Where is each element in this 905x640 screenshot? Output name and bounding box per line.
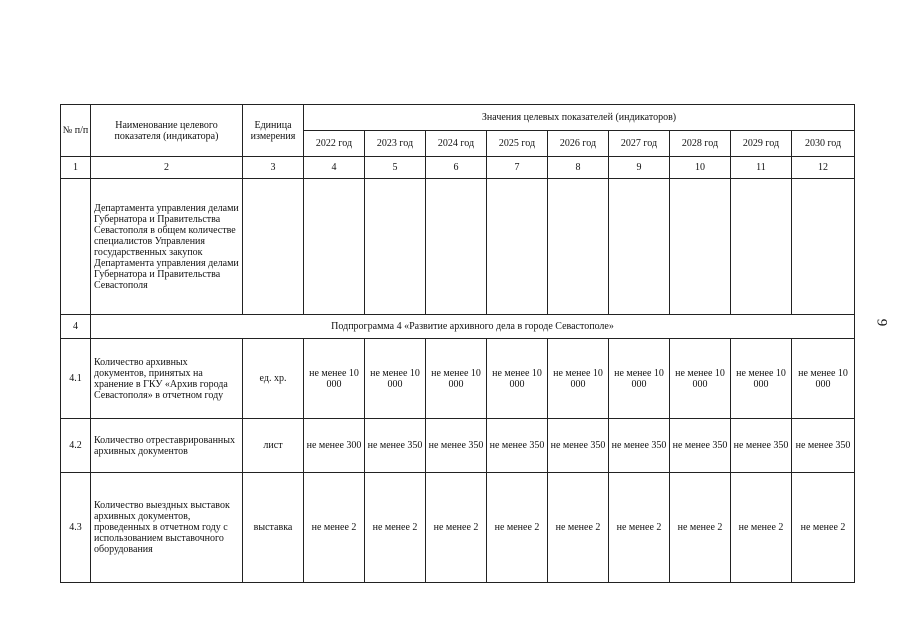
- table-cell: [548, 179, 609, 315]
- table-cell: [609, 179, 670, 315]
- subprogram-title: Подпрограмма 4 «Развитие архивного дела в городе Севастополе»: [91, 315, 855, 339]
- indicator-name: Количество отреставрированных архивных документов: [91, 419, 243, 473]
- indicator-unit: выставка: [243, 473, 304, 583]
- page-number: 9: [873, 318, 890, 327]
- column-number: 3: [243, 157, 304, 179]
- indicator-value: не менее 2: [304, 473, 365, 583]
- indicator-value: не менее 10 000: [792, 339, 855, 419]
- column-number: 4: [304, 157, 365, 179]
- header-year: 2025 год: [487, 131, 548, 157]
- column-number: 9: [609, 157, 670, 179]
- indicator-value: не менее 2: [670, 473, 731, 583]
- indicator-value: не менее 350: [426, 419, 487, 473]
- row-num: 4.2: [61, 419, 91, 473]
- column-number: 6: [426, 157, 487, 179]
- header-year: 2030 год: [792, 131, 855, 157]
- indicator-value: не менее 350: [609, 419, 670, 473]
- column-number: 5: [365, 157, 426, 179]
- table-cell: [426, 179, 487, 315]
- indicator-value: не менее 10 000: [304, 339, 365, 419]
- indicator-value: не менее 2: [731, 473, 792, 583]
- indicator-value: не менее 350: [487, 419, 548, 473]
- indicator-value: не менее 2: [487, 473, 548, 583]
- indicator-unit: лист: [243, 419, 304, 473]
- header-values-group: Значения целевых показателей (индикаторов): [304, 105, 855, 131]
- table-cell: [365, 179, 426, 315]
- table-row: [61, 473, 855, 583]
- header-num: № п/п: [61, 105, 91, 157]
- column-number: 2: [91, 157, 243, 179]
- indicator-value: не менее 350: [731, 419, 792, 473]
- column-number: 11: [731, 157, 792, 179]
- column-number: 8: [548, 157, 609, 179]
- indicators-table: [60, 104, 855, 583]
- table-row: [61, 419, 855, 473]
- indicator-value: не менее 10 000: [548, 339, 609, 419]
- header-year: 2029 год: [731, 131, 792, 157]
- row-num: 4.1: [61, 339, 91, 419]
- indicator-value: не менее 300: [304, 419, 365, 473]
- continued-row: [61, 179, 855, 315]
- indicator-value: не менее 2: [548, 473, 609, 583]
- indicator-value: не менее 10 000: [670, 339, 731, 419]
- table-cell: [731, 179, 792, 315]
- column-number: 7: [487, 157, 548, 179]
- indicator-value: не менее 2: [365, 473, 426, 583]
- subprogram-num: 4: [61, 315, 91, 339]
- table-cell: [61, 179, 91, 315]
- indicator-value: не менее 350: [792, 419, 855, 473]
- indicator-value: не менее 350: [365, 419, 426, 473]
- column-numbers-row: [61, 157, 855, 179]
- indicator-value: не менее 10 000: [487, 339, 548, 419]
- indicator-value: не менее 10 000: [365, 339, 426, 419]
- indicator-name: Количество выездных выставок архивных документов, проведенных в отчетном году с использованием выставочного оборудования: [91, 473, 243, 583]
- column-number: 1: [61, 157, 91, 179]
- header-row-top: [61, 105, 855, 131]
- indicator-value: не менее 10 000: [609, 339, 670, 419]
- indicator-value: не менее 2: [609, 473, 670, 583]
- table-cell: [792, 179, 855, 315]
- table-cell: [304, 179, 365, 315]
- table-cell: [487, 179, 548, 315]
- header-year: 2027 год: [609, 131, 670, 157]
- header-year: 2026 год: [548, 131, 609, 157]
- column-number: 10: [670, 157, 731, 179]
- table-cell: [670, 179, 731, 315]
- table-cell: [243, 179, 304, 315]
- indicator-value: не менее 350: [548, 419, 609, 473]
- header-year: 2028 год: [670, 131, 731, 157]
- table-row: [61, 339, 855, 419]
- column-number: 12: [792, 157, 855, 179]
- indicator-value: не менее 2: [426, 473, 487, 583]
- header-year: 2022 год: [304, 131, 365, 157]
- indicator-value: не менее 350: [670, 419, 731, 473]
- header-year: 2024 год: [426, 131, 487, 157]
- continued-indicator-name: Департамента управления делами Губернатора и Правительства Севастополя в общем количестве специалистов Управления государственных закупок Департамента управления делами Губернатора и Правительства Севастополя: [91, 179, 243, 315]
- indicator-value: не менее 10 000: [426, 339, 487, 419]
- header-unit: Единица измерения: [243, 105, 304, 157]
- header-name: Наименование целевого показателя (индикатора): [91, 105, 243, 157]
- row-num: 4.3: [61, 473, 91, 583]
- indicator-value: не менее 10 000: [731, 339, 792, 419]
- header-year: 2023 год: [365, 131, 426, 157]
- indicator-value: не менее 2: [792, 473, 855, 583]
- subprogram-row: [61, 315, 855, 339]
- indicator-name: Количество архивных документов, принятых на хранение в ГКУ «Архив города Севастополя» в отчетном году: [91, 339, 243, 419]
- indicator-unit: ед. хр.: [243, 339, 304, 419]
